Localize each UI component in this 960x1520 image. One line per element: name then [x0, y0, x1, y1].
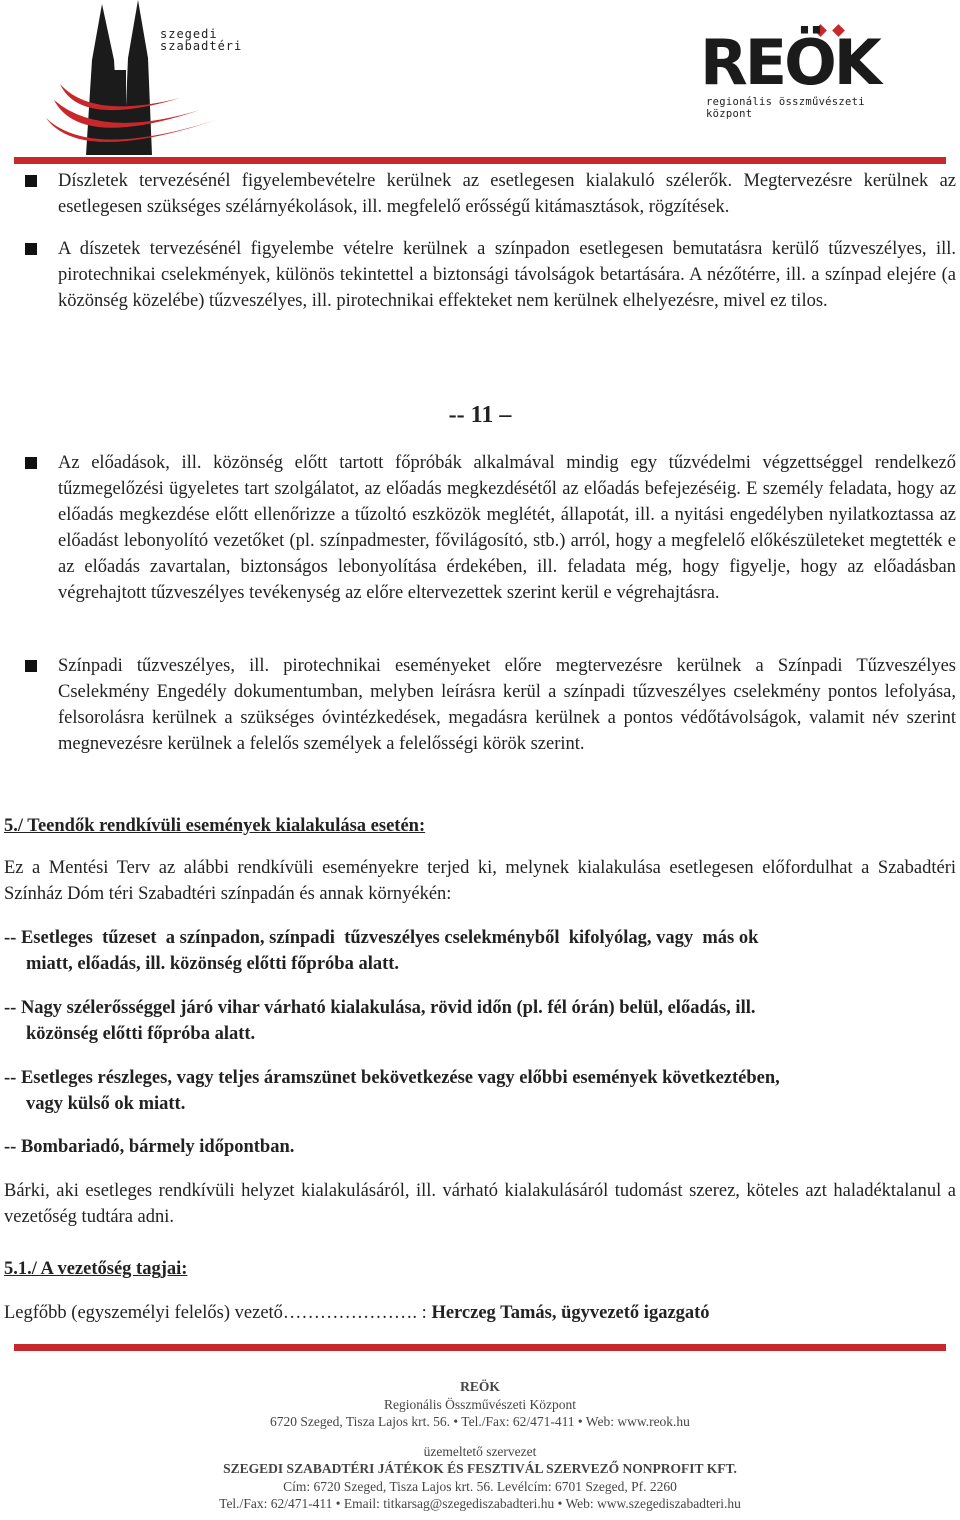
bullet-square-icon: [25, 175, 37, 187]
footer-operator-label: üzemeltető szervezet: [423, 1443, 537, 1459]
section-5-1-heading: 5.1./ A vezetőség tagjai:: [4, 1259, 188, 1279]
reok-logo-word: REÖK: [700, 26, 879, 99]
szegedi-szabadteri-logo: [40, 0, 243, 160]
event-4-line-1: -- Bombariadó, bármely időpontban.: [4, 1137, 295, 1157]
bullet-paragraph-3: Az előadások, ill. közönség előtt tartott főpróbák alkalmával mindig egy tűzvédelmi végzettséggel rendelkező tűzmegelőzési ügyeletes tart szolgálatot, az előadás megkezdésétől az előadás befejezéséig. E személy feladata, hogy az előadás megkezdése előtt ellenőrizze a tűzoltó eszközök meglétét, állapotát, ill. a nyitási engedélyben nyilatkoztassa az előadást lebonyolító vezetőket (pl. színpadmester, fővilágosító, stb.) arról, hogy a megfelelő előkészületeket megtették e az előadás zavartalan, biztonságos lebonyolítása érdekében, ill. feladata még, hogy figyelje, hogy az előadásban végrehajtott tűzveszélyes tevékenység az előre eltervezettek szerint kerül e végrehajtásra.: [58, 453, 956, 603]
leader-label: Legfőbb (egyszemélyi felelős) vezető…………………. :: [4, 1303, 432, 1323]
bullet-paragraph-2: A díszetek tervezésénél figyelembe vételre kerülnek a színpadon esetlegesen bemutatásra kerülő tűzveszélyes, ill. pirotechnikai cselekmények, különös tekintettel a biztonsági távolságok betartására. A nézőtérre, ill. a színpad elejére (a közönség közelébe) tűzveszélyes, ill. pirotechnikai effekteket nem kerülnek elhelyezésre, mivel ez tilos.: [58, 239, 956, 311]
left-logo-text: [160, 28, 242, 52]
footer-spacer: [0, 1431, 960, 1443]
cathedral-logo-icon: [40, 0, 243, 160]
footer-operator-name: SZEGEDI SZABADTÉRI JÁTÉKOK ÉS FESZTIVÁL SZERVEZŐ NONPROFIT KFT.: [223, 1461, 737, 1476]
bullet-square-icon: [25, 243, 37, 255]
footer-org-address: 6720 Szeged, Tisza Lajos krt. 56. • Tel./Fax: 62/471-411 • Web: www.reok.hu: [270, 1414, 690, 1429]
event-4: [4, 1134, 956, 1160]
footer-divider: [14, 1344, 946, 1351]
left-logo-line-2: szabadtéri: [160, 39, 243, 53]
bullet-paragraph-4: Színpadi tűzveszélyes, ill. pirotechnikai eseményeket előre megtervezésre kerülnek a Színpadi Tűzveszélyes Cselekmény Engedély dokumentumban, melyben leírásra kerül a színpadi tűzveszélyes cselekmény pontos lefolyása, felsorolásra kerülnek a szükséges óvintézkedések, megadásra kerülnek a pontos védőtávolságok, valamit név szerint megnevezésre kerülnek a felelős személyek a felelősségi körök szerint.: [58, 656, 956, 754]
header-divider: [14, 157, 946, 164]
footer-org-full: Regionális Összművészeti Központ: [384, 1396, 576, 1412]
event-2-line-2: közönség előtti főpróba alatt.: [26, 1024, 256, 1044]
event-3-line-1: -- Esetleges részleges, vagy teljes áramszünet bekövetkezése vagy előbbi események következtében,: [4, 1068, 780, 1088]
leader-line: [4, 1300, 956, 1326]
section-5-intro: Ez a Mentési Terv az alábbi rendkívüli eseményekre terjed ki, melynek kialakulása esetlegesen előfordulhat a Szabadtéri Színház Dóm téri Szabadtéri színpadán és annak környékén:: [4, 858, 956, 904]
event-1: [4, 925, 956, 977]
bullet-paragraph-1: Díszletek tervezésénél figyelembevételre kerülnek az esetlegesen kialakuló szélerők. Megtervezésre kerülnek az esetlegesen szükséges szélárnyékolások, ill. megfelelő erősségű kitámasztások, rögzítések.: [58, 171, 956, 217]
footer-operator-contact: Tel./Fax: 62/471-411 • Email: titkarsag@szegediszabadteri.hu • Web: www.szegediszabadteri.hu: [219, 1496, 741, 1511]
event-2-line-1: -- Nagy szélerősséggel járó vihar várható kialakulása, rövid időn (pl. fél órán) belül, előadás, ill.: [4, 998, 756, 1018]
bullet-square-icon: [25, 660, 37, 672]
footer-org: REÖK: [460, 1379, 500, 1394]
left-logo-line-1: szegedi: [160, 27, 218, 41]
reok-logo: [700, 22, 910, 120]
page-footer: [0, 1378, 960, 1513]
event-1-line-1: -- Esetleges tűzeset a színpadon, színpadi tűzveszélyes cselekményből kifolyólag, vagy más ok: [4, 928, 759, 948]
bullet-square-icon: [25, 457, 37, 469]
event-3-line-2: vagy külső ok miatt.: [26, 1094, 186, 1114]
footer-operator-address: Cím: 6720 Szeged, Tisza Lajos krt. 56. Levélcím: 6701 Szeged, Pf. 2260: [283, 1478, 677, 1494]
page-number: -- 11 –: [448, 402, 512, 428]
page-header: [0, 0, 960, 168]
event-2: [4, 995, 956, 1047]
event-3: [4, 1065, 956, 1117]
section-5-heading: 5./ Teendők rendkívüli események kialakulása esetén:: [4, 816, 426, 836]
reok-logo-subtitle: regionális összművészeti központ: [706, 96, 865, 120]
event-1-line-2: miatt, előadás, ill. közönség előtti főpróba alatt.: [26, 954, 400, 974]
section-5-notice: Bárki, aki esetleges rendkívüli helyzet kialakulásáról, ill. várható kialakulásáról tudomást szerez, köteles azt haladéktalanul a vezetőség tudtára adni.: [4, 1181, 956, 1227]
leader-name: Herczeg Tamás, ügyvezető igazgató: [431, 1303, 710, 1323]
